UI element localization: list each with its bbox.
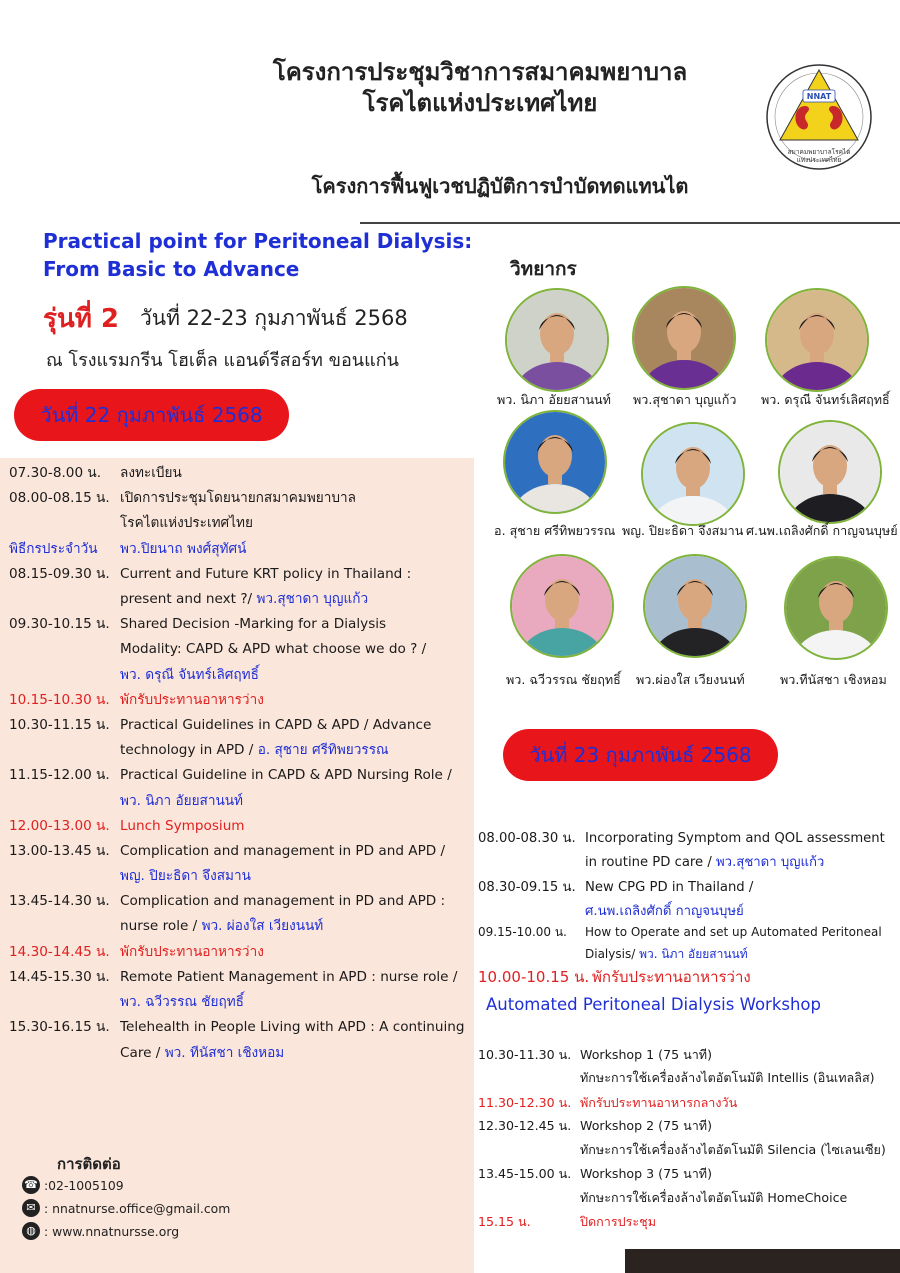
day1-row (9, 818, 245, 835)
title-line2: โรคไตแห่งประเทศไทย (362, 89, 598, 117)
workshop-row (478, 1166, 712, 1182)
contact-email[interactable]: : nnatnurse.office@gmail.com (44, 1201, 231, 1216)
speaker-name: พว.ผ่องใส เวียงนนท์ (636, 672, 745, 687)
day2-row (478, 879, 753, 896)
day1-row (9, 515, 253, 532)
day1-row (9, 767, 452, 784)
header-divider (360, 222, 900, 224)
svg-text:สมาคมพยาบาลโรคไต: สมาคมพยาบาลโรคไต (787, 148, 851, 156)
day2-row-time: 10.00-10.15 น. (478, 968, 590, 986)
workshop-row (478, 1047, 712, 1063)
email-icon: ✉ (22, 1199, 40, 1217)
day2-row (478, 903, 744, 920)
day2-row (478, 924, 882, 940)
day1-row-topic: Remote Patient Management in APD : nurse role / (120, 969, 458, 985)
day2-row-time: 09.15-10.00 น. (478, 925, 567, 939)
day1-row (9, 616, 386, 633)
day2-row-speaker: พว. นิภา อัยยสานนท์ (639, 947, 748, 961)
day1-row-topic: Care / (120, 1045, 165, 1061)
workshop-row (478, 1070, 875, 1086)
day1-row (9, 566, 411, 583)
speaker-photo (505, 288, 609, 392)
day1-row-speaker: พว. ฉวีวรรณ ชัยฤทธิ์ (120, 994, 244, 1010)
day1-row (9, 944, 264, 961)
day1-row-topic: Lunch Symposium (120, 818, 245, 834)
day1-row-time: 07.30-8.00 น. (9, 465, 102, 481)
workshop-row-text: พักรับประทานอาหารกลางวัน (580, 1095, 738, 1110)
speaker-name: อ. สุชาย ศรีทิพยวรรณ (494, 523, 616, 538)
nnat-logo (765, 48, 873, 186)
svg-text:NNAT: NNAT (806, 92, 832, 101)
workshop-row-text: ทักษะการใช้เครื่องล้างไตอัตโนมัติ HomeChoice (580, 1190, 848, 1205)
day2-row (478, 854, 824, 871)
globe-icon: ◍ (22, 1222, 40, 1240)
day1-row (9, 667, 259, 684)
workshop-row (478, 1142, 886, 1158)
day2-row (478, 969, 751, 986)
day1-row-topic: พักรับประทานอาหารว่าง (120, 692, 264, 708)
day2-row-time: 08.00-08.30 น. (478, 831, 576, 846)
day2-row-topic: in routine PD care / (585, 855, 716, 870)
day1-row-time: 13.00-13.45 น. (9, 843, 110, 859)
contact-phone: :02-1005109 (44, 1178, 124, 1193)
svg-text:แห่งประเทศไทย: แห่งประเทศไทย (796, 156, 842, 164)
day1-row-time: 14.45-15.30 น. (9, 969, 110, 985)
day1-row (9, 994, 244, 1011)
day1-row-topic: พักรับประทานอาหารว่าง (120, 944, 264, 960)
day1-row-topic: Complication and management in PD and APD / (120, 843, 446, 859)
day2-row (478, 830, 885, 847)
workshop-title: Automated Peritoneal Dialysis Workshop (486, 995, 822, 1014)
speaker-name: พญ. ปิยะธิดา จึงสมาน (622, 523, 744, 538)
day1-row (9, 843, 445, 860)
day1-row (9, 490, 356, 507)
day2-row (478, 946, 748, 962)
day1-row-time: 10.30-11.15 น. (9, 717, 110, 733)
phone-icon: ☎ (22, 1176, 40, 1194)
day2-row-topic: How to Operate and set up Automated Peritoneal (585, 925, 882, 939)
day1-row-speaker: พว.ปิยนาถ พงศ์สุทัศน์ (120, 541, 247, 557)
day2-row-time: 08.30-09.15 น. (478, 880, 576, 895)
workshop-row (478, 1095, 737, 1111)
day1-row-topic: Current and Future KRT policy in Thailand : (120, 566, 412, 582)
day2-row-topic: Incorporating Symptom and QOL assessment (585, 831, 885, 846)
speaker-name: พว.สุชาดา บุญแก้ว (633, 392, 737, 407)
workshop-row-text: ทักษะการใช้เครื่องล้างไตอัตโนมัติ Silencia (ไซเลนเซีย) (580, 1142, 886, 1157)
day1-row-time: 10.15-10.30 น. (9, 692, 110, 708)
workshop-row-time: 10.30-11.30 น. (478, 1047, 572, 1062)
contact-web[interactable]: : www.nnatnursse.org (44, 1224, 180, 1239)
day1-row-topic: Practical Guideline in CAPD & APD Nursing Role / (120, 767, 452, 783)
day1-row-topic: Practical Guidelines in CAPD & APD / Advance (120, 717, 432, 733)
day1-row (9, 692, 264, 709)
course-title-line1: Practical point for Peritoneal Dialysis: (43, 229, 473, 253)
workshop-row-text: Workshop 3 (75 นาที) (580, 1166, 712, 1181)
day1-row-time: 08.15-09.30 น. (9, 566, 110, 582)
workshop-row-text: ปิดการประชุม (580, 1214, 657, 1229)
day1-row-time: 11.15-12.00 น. (9, 767, 110, 783)
day1-date-pill: วันที่ 22 กุมภาพันธ์ 2568 (14, 389, 289, 441)
workshop-row-text: Workshop 1 (75 นาที) (580, 1047, 712, 1062)
day1-row-topic: Modality: CAPD & APD what choose we do ? / (120, 641, 427, 657)
speaker-name: พว. ฉวีวรรณ ชัยฤทธิ์ (506, 672, 621, 687)
subproject-title: โครงการฟื้นฟูเวชปฏิบัติการบำบัดทดแทนไต (311, 174, 689, 198)
day2-row-topic: New CPG PD in Thailand / (585, 880, 754, 895)
day1-row-topic: Shared Decision -Marking for a Dialysis (120, 616, 387, 632)
speaker-photo (510, 554, 614, 658)
day1-row-speaker: พว. ผ่องใส เวียงนนท์ (201, 918, 324, 934)
workshop-row (478, 1190, 847, 1206)
title-line1: โครงการประชุมวิชาการสมาคมพยาบาล (272, 58, 688, 86)
day1-row-speaker: พญ. ปิยะธิดา จึงสมาน (120, 868, 251, 884)
footer-bar (625, 1249, 900, 1273)
day1-row-topic: ลงทะเบียน (120, 465, 182, 481)
batch-label: รุ่นที่ 2 (43, 304, 120, 334)
day1-row (9, 541, 246, 558)
day2-row-topic: Dialysis/ (585, 947, 640, 961)
speaker-name: พว. นิภา อัยยสานนท์ (497, 392, 611, 407)
workshop-row-time: 15.15 น. (478, 1214, 531, 1229)
workshop-row-text: ทักษะการใช้เครื่องล้างไตอัตโนมัติ Intellis (อินเทลลิส) (580, 1070, 875, 1085)
day1-row (9, 641, 426, 658)
speaker-photo (641, 422, 745, 526)
day1-row (9, 591, 368, 608)
speaker-name: พว.ทีนัสชา เชิงหอม (780, 672, 887, 687)
workshop-row-text: Workshop 2 (75 นาที) (580, 1118, 712, 1133)
day1-row-time: 08.00-08.15 น. (9, 490, 110, 506)
workshop-row-time: 13.45-15.00 น. (478, 1166, 572, 1181)
day1-row-time: 09.30-10.15 น. (9, 616, 110, 632)
day1-row-time: 12.00-13.00 น. (9, 818, 110, 834)
speakers-heading: วิทยากร (510, 258, 577, 280)
day1-row-topic: โรคไตแห่งประเทศไทย (120, 515, 253, 531)
course-title-line2: From Basic to Advance (43, 257, 300, 281)
day1-row-topic: เปิดการประชุมโดยนายกสมาคมพยาบาล (120, 490, 356, 506)
venue: ณ โรงแรมกรีน โฮเต็ล แอนด์รีสอร์ท ขอนแก่น (46, 350, 399, 371)
workshop-row (478, 1118, 712, 1134)
speaker-name: พว. ดรุณี จันทร์เลิศฤทธิ์ (761, 392, 890, 407)
day1-row-speaker: พว. ดรุณี จันทร์เลิศฤทธิ์ (120, 667, 259, 683)
day1-row-time: 13.45-14.30 น. (9, 893, 110, 909)
day1-row (9, 717, 431, 734)
day1-row-time: 15.30-16.15 น. (9, 1019, 110, 1035)
day1-row (9, 969, 457, 986)
day1-row-topic: technology in APD / (120, 742, 258, 758)
workshop-row-time: 12.30-12.45 น. (478, 1118, 572, 1133)
day2-date-pill: วันที่ 23 กุมภาพันธ์ 2568 (503, 729, 778, 781)
speaker-photo (632, 286, 736, 390)
day1-row (9, 918, 323, 935)
day1-row (9, 465, 182, 482)
day1-row-topic: Complication and management in PD and APD : (120, 893, 446, 909)
day1-row (9, 1019, 465, 1036)
speaker-photo (778, 420, 882, 524)
day1-row-speaker: พว. นิภา อัยยสานนท์ (120, 793, 244, 809)
day2-row-topic: พักรับประทานอาหารว่าง (592, 968, 751, 986)
day1-row (9, 793, 243, 810)
day1-row-speaker: พว. ทีนัสชา เชิงหอม (164, 1045, 285, 1061)
speaker-photo (643, 554, 747, 658)
speaker-photo (784, 556, 888, 660)
day1-row-topic: Telehealth in People Living with APD : A continuing (120, 1019, 465, 1035)
day1-row-speaker: พว.สุชาดา บุญแก้ว (256, 591, 369, 607)
day1-row-time: พิธีกรประจำวัน (9, 541, 98, 557)
day1-row (9, 893, 445, 910)
workshop-row-time: 11.30-12.30 น. (478, 1095, 572, 1110)
day1-row-time: 14.30-14.45 น. (9, 944, 110, 960)
batch-dates: วันที่ 22-23 กุมภาพันธ์ 2568 (140, 306, 408, 330)
day2-row-speaker: ศ.นพ.เถลิงศักดิ์ กาญจนบุษย์ (585, 904, 744, 919)
contact-heading: การติดต่อ (57, 1155, 121, 1173)
speaker-name: ศ.นพ.เถลิงศักดิ์ กาญจนบุษย์ (746, 523, 898, 538)
speaker-photo (765, 288, 869, 392)
day1-row-topic: nurse role / (120, 918, 202, 934)
day2-row-speaker: พว.สุชาดา บุญแก้ว (715, 855, 825, 870)
speaker-photo (503, 410, 607, 514)
day1-row-speaker: อ. สุชาย ศรีทิพยวรรณ (257, 742, 389, 758)
day1-row (9, 868, 251, 885)
day1-row (9, 742, 389, 759)
workshop-row (478, 1214, 656, 1230)
day1-row (9, 1045, 284, 1062)
day1-row-topic: present and next ?/ (120, 591, 257, 607)
